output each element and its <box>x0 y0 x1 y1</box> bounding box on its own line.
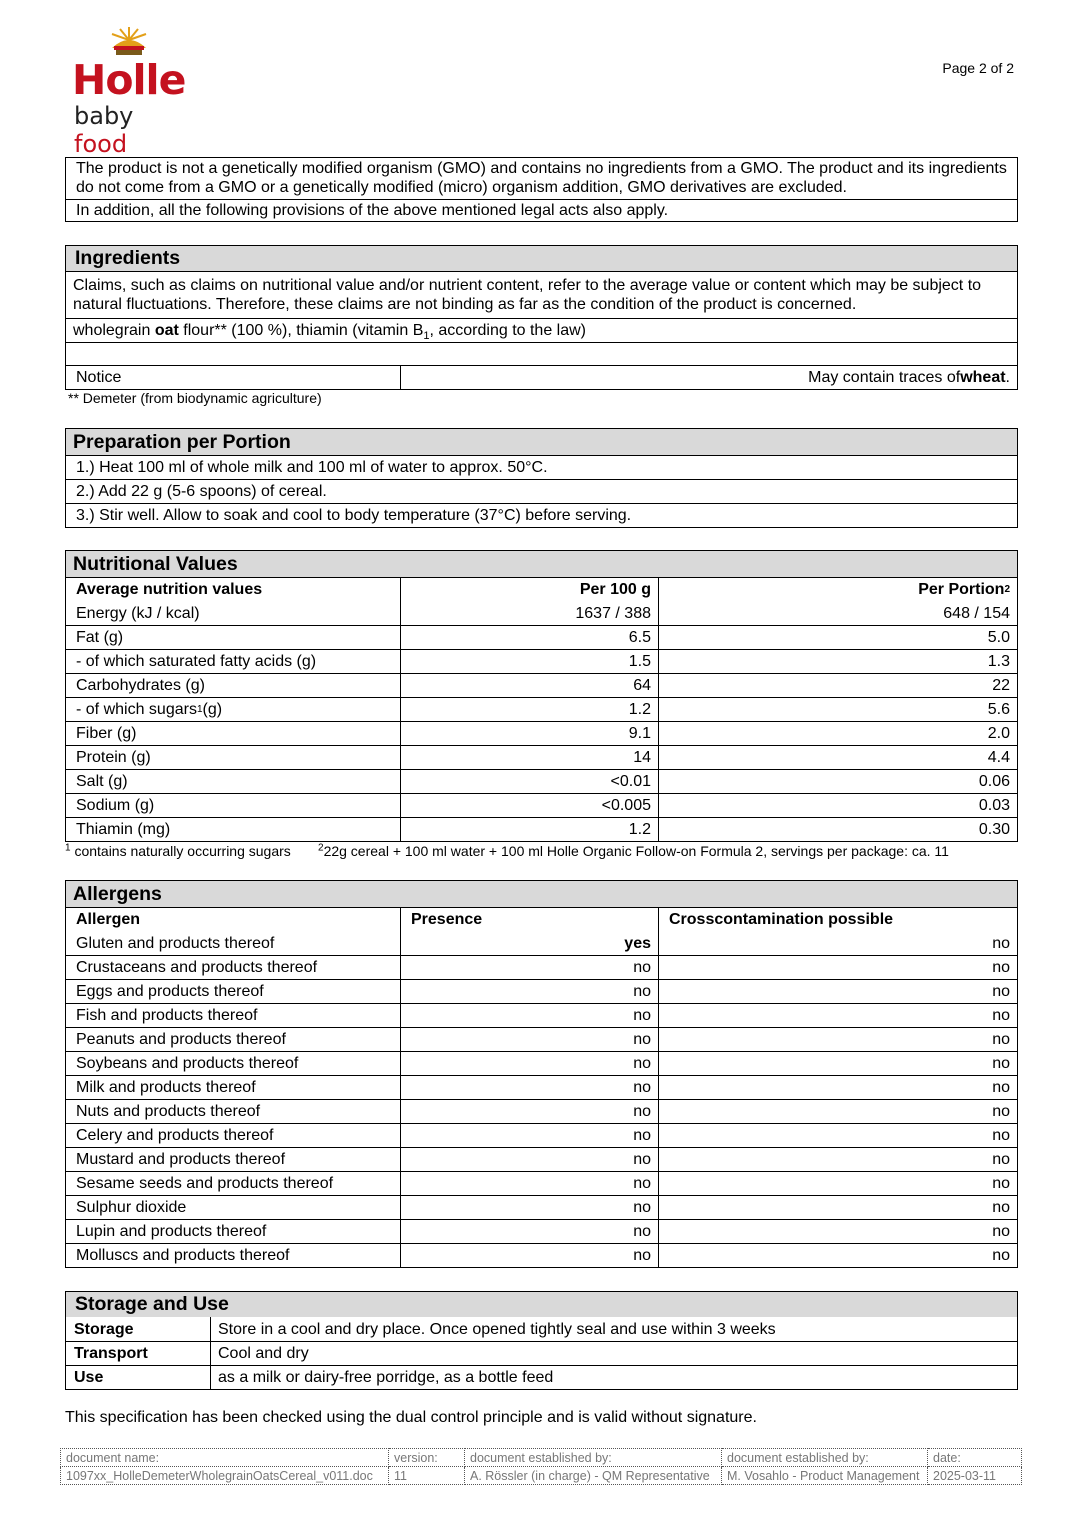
nutrient-per100: 1.2 <box>401 818 659 841</box>
allergens-header-row <box>66 907 1017 931</box>
nutrient-name: Sodium (g) <box>66 794 401 817</box>
storage-label: Use <box>66 1366 211 1389</box>
allergen-name: Nuts and products thereof <box>66 1100 401 1123</box>
allergen-presence: no <box>401 1052 659 1075</box>
allergen-crosscontamination: no <box>992 1031 1010 1048</box>
prep-step: 3.) Stir well. Allow to soak and cool to body temperature (37°C) before serving. <box>76 507 632 524</box>
nutrient-per100: 64 <box>401 674 659 697</box>
allergen-crosscontamination: no <box>992 934 1010 952</box>
sun-emblem-icon <box>106 26 152 56</box>
col-header-portion: Per Portion 2 <box>918 581 1010 598</box>
allergen-crosscontamination: no <box>992 1055 1010 1072</box>
allergen-presence: no <box>401 1172 659 1195</box>
allergen-presence: no <box>401 1100 659 1123</box>
preparation-title: Preparation per Portion <box>66 429 1017 455</box>
allergen-name: Eggs and products thereof <box>66 980 401 1003</box>
claims-text: Claims, such as claims on nutritional value and/or nutrient content, refer to the average value or content which may be subject to natural fluctuations. Therefore, these claims are not binding as far as the condition of the product is concerned. <box>73 277 982 313</box>
allergen-name: Soybeans and products thereof <box>66 1052 401 1075</box>
storage-value: Cool and dry <box>218 1345 309 1362</box>
nutrient-per100: 14 <box>401 746 659 769</box>
allergen-row <box>66 1003 1017 1027</box>
nutrient-portion: 22 <box>992 677 1010 694</box>
allergen-name: Molluscs and products thereof <box>66 1244 401 1267</box>
page-number: Page 2 of 2 <box>942 60 1014 76</box>
allergens-title: Allergens <box>66 881 1017 907</box>
allergen-presence: no <box>401 1028 659 1051</box>
logo-tagline: baby food <box>74 102 134 158</box>
storage-value: as a milk or dairy-free porridge, as a bottle feed <box>218 1369 554 1386</box>
gmo-statement-box <box>65 157 1018 222</box>
nutrition-row <box>66 769 1017 793</box>
nutrient-per100: <0.01 <box>401 770 659 793</box>
allergen-name: Fish and products thereof <box>66 1004 401 1027</box>
footer-value: A. Rössler (in charge) - QM Representative <box>465 1467 722 1485</box>
nutrient-name: Energy (kJ / kcal) <box>66 601 401 625</box>
document-footer <box>60 1448 1022 1485</box>
col-header-nutrient: Average nutrition values <box>66 578 401 601</box>
nutrition-row <box>66 817 1017 841</box>
nutrition-row <box>66 625 1017 649</box>
nutrient-portion: 0.30 <box>978 821 1010 838</box>
allergen-name: Sesame seeds and products thereof <box>66 1172 401 1195</box>
storage-row <box>66 1317 1017 1341</box>
allergen-crosscontamination: no <box>992 1175 1010 1192</box>
nutrition-row <box>66 721 1017 745</box>
nutrient-name: - of which saturated fatty acids (g) <box>66 650 401 673</box>
nutrition-row <box>66 697 1017 721</box>
storage-row <box>66 1365 1017 1389</box>
allergen-crosscontamination: no <box>992 1199 1010 1216</box>
nutrition-section <box>65 550 1018 842</box>
col-header-allergen: Allergen <box>66 908 401 931</box>
nutrient-per100: 6.5 <box>401 626 659 649</box>
allergen-row <box>66 1147 1017 1171</box>
nutrient-name: Fiber (g) <box>66 722 401 745</box>
holle-logo <box>68 26 192 158</box>
prep-step: 1.) Heat 100 ml of whole milk and 100 ml of water to approx. 50°C. <box>76 459 548 476</box>
nutrition-row <box>66 649 1017 673</box>
storage-section <box>65 1291 1018 1390</box>
allergen-presence: no <box>401 1004 659 1027</box>
nutrient-per100: 1.2 <box>401 698 659 721</box>
nutrient-per100: 9.1 <box>401 722 659 745</box>
allergen-presence: yes <box>401 931 659 955</box>
col-header-presence: Presence <box>401 908 659 931</box>
allergen-row <box>66 1099 1017 1123</box>
allergen-row <box>66 1123 1017 1147</box>
allergen-crosscontamination: no <box>992 1079 1010 1096</box>
ingredient-list: wholegrain oat flour** (100 %), thiamin (vitamin $B_1$, according to the law) <box>73 322 587 343</box>
nutrition-title: Nutritional Values <box>66 551 1017 577</box>
nutrient-portion: 5.6 <box>987 701 1010 718</box>
nutrition-row <box>66 793 1017 817</box>
allergen-row <box>66 1219 1017 1243</box>
nutrient-name: Fat (g) <box>66 626 401 649</box>
allergen-presence: no <box>401 1148 659 1171</box>
allergen-crosscontamination: no <box>992 959 1010 976</box>
nutrient-portion: 4.4 <box>987 749 1010 766</box>
prep-step: 2.) Add 22 g (5-6 spoons) of cereal. <box>76 483 327 500</box>
preparation-section <box>65 428 1018 528</box>
allergen-name: Celery and products thereof <box>66 1124 401 1147</box>
storage-label: Storage <box>66 1317 211 1341</box>
nutrient-portion: 1.3 <box>987 653 1010 670</box>
nutrient-per100: <0.005 <box>401 794 659 817</box>
storage-row <box>66 1341 1017 1365</box>
nutrient-name: Salt (g) <box>66 770 401 793</box>
allergen-crosscontamination: no <box>992 983 1010 1000</box>
nutrition-header-row <box>66 577 1017 601</box>
allergen-name: Crustaceans and products thereof <box>66 956 401 979</box>
footer-label: document established by: <box>465 1449 722 1467</box>
allergen-row <box>66 931 1017 955</box>
storage-label: Transport <box>66 1342 211 1365</box>
ingredients-section <box>65 245 1018 390</box>
allergen-name: Lupin and products thereof <box>66 1220 401 1243</box>
footer-label: document name: <box>61 1449 389 1467</box>
allergen-row <box>66 1243 1017 1267</box>
nutrient-name: Thiamin (mg) <box>66 818 401 841</box>
allergen-row <box>66 1075 1017 1099</box>
allergen-presence: no <box>401 980 659 1003</box>
col-header-per100: Per 100 g <box>401 578 659 601</box>
nutrient-per100: 1.5 <box>401 650 659 673</box>
allergen-presence: no <box>401 1220 659 1243</box>
allergen-name: Peanuts and products thereof <box>66 1028 401 1051</box>
ingredients-title: Ingredients <box>66 246 1017 271</box>
allergen-presence: no <box>401 1196 659 1219</box>
allergen-crosscontamination: no <box>992 1127 1010 1144</box>
footer-value: 11 <box>389 1467 465 1485</box>
col-header-cross: Crosscontamination possible <box>669 911 894 928</box>
footer-label: version: <box>389 1449 465 1467</box>
provisions-text: In addition, all the following provisions of the above mentioned legal acts also apply. <box>76 202 669 219</box>
allergen-presence: no <box>401 956 659 979</box>
allergen-crosscontamination: no <box>992 1223 1010 1240</box>
nutrition-row <box>66 601 1017 625</box>
demeter-footnote: ** Demeter (from biodynamic agriculture) <box>68 390 322 406</box>
storage-title: Storage and Use <box>66 1292 1017 1317</box>
allergen-presence: no <box>401 1244 659 1267</box>
allergen-name: Mustard and products thereof <box>66 1148 401 1171</box>
validity-statement: This specification has been checked using the dual control principle and is valid without signature. <box>65 1409 757 1426</box>
nutrient-per100: 1637 / 388 <box>401 601 659 625</box>
nutrition-row <box>66 745 1017 769</box>
allergen-presence: no <box>401 1124 659 1147</box>
allergen-name: Milk and products thereof <box>66 1076 401 1099</box>
footer-value: M. Vosahlo - Product Management <box>722 1467 928 1485</box>
footer-value: 1097xx_HolleDemeterWholegrainOatsCereal_v011.doc <box>61 1467 389 1485</box>
allergen-presence: no <box>401 1076 659 1099</box>
allergen-crosscontamination: no <box>992 1151 1010 1168</box>
allergen-crosscontamination: no <box>992 1247 1010 1264</box>
logo-wordmark: Holle <box>72 56 186 104</box>
allergen-row <box>66 1171 1017 1195</box>
allergen-row <box>66 979 1017 1003</box>
footer-label: document established by: <box>722 1449 928 1467</box>
nutrient-name: Carbohydrates (g) <box>66 674 401 697</box>
nutrient-portion: 2.0 <box>987 725 1010 742</box>
allergens-section <box>65 880 1018 1268</box>
nutrient-portion: 0.03 <box>978 797 1010 814</box>
storage-value: Store in a cool and dry place. Once opened tightly seal and use within 3 weeks <box>218 1320 776 1338</box>
notice-value: May contain traces of wheat . <box>808 369 1010 386</box>
allergen-row <box>66 1051 1017 1075</box>
nutrient-portion: 648 / 154 <box>943 604 1010 622</box>
footer-value: 2025-03-11 <box>928 1467 1022 1485</box>
allergen-name: Sulphur dioxide <box>66 1196 401 1219</box>
allergen-crosscontamination: no <box>992 1103 1010 1120</box>
nutrition-footnote-1: $^1$ contains naturally occurring sugars <box>65 842 291 859</box>
allergen-row <box>66 1195 1017 1219</box>
nutrition-footnote-2: $^2$22g cereal + 100 ml water + 100 ml Holle Organic Follow-on Formula 2, servings per package: ca. 11 <box>318 842 949 859</box>
notice-label: Notice <box>66 366 401 389</box>
nutrient-portion: 5.0 <box>987 629 1010 646</box>
nutrition-row <box>66 673 1017 697</box>
nutrient-portion: 0.06 <box>978 773 1010 790</box>
gmo-text: The product is not a genetically modified organism (GMO) and contains no ingredients from a GMO. The product and its ingredients do not come from a GMO or a genetically modified (micro) organism addition, GMO derivatives are excluded. <box>76 160 1007 196</box>
allergen-row <box>66 1027 1017 1051</box>
footer-label: date: <box>928 1449 1022 1467</box>
allergen-row <box>66 955 1017 979</box>
nutrient-name: - of which sugars 1 (g) <box>66 698 401 721</box>
allergen-name: Gluten and products thereof <box>66 931 401 955</box>
nutrient-name: Protein (g) <box>66 746 401 769</box>
allergen-crosscontamination: no <box>992 1007 1010 1024</box>
